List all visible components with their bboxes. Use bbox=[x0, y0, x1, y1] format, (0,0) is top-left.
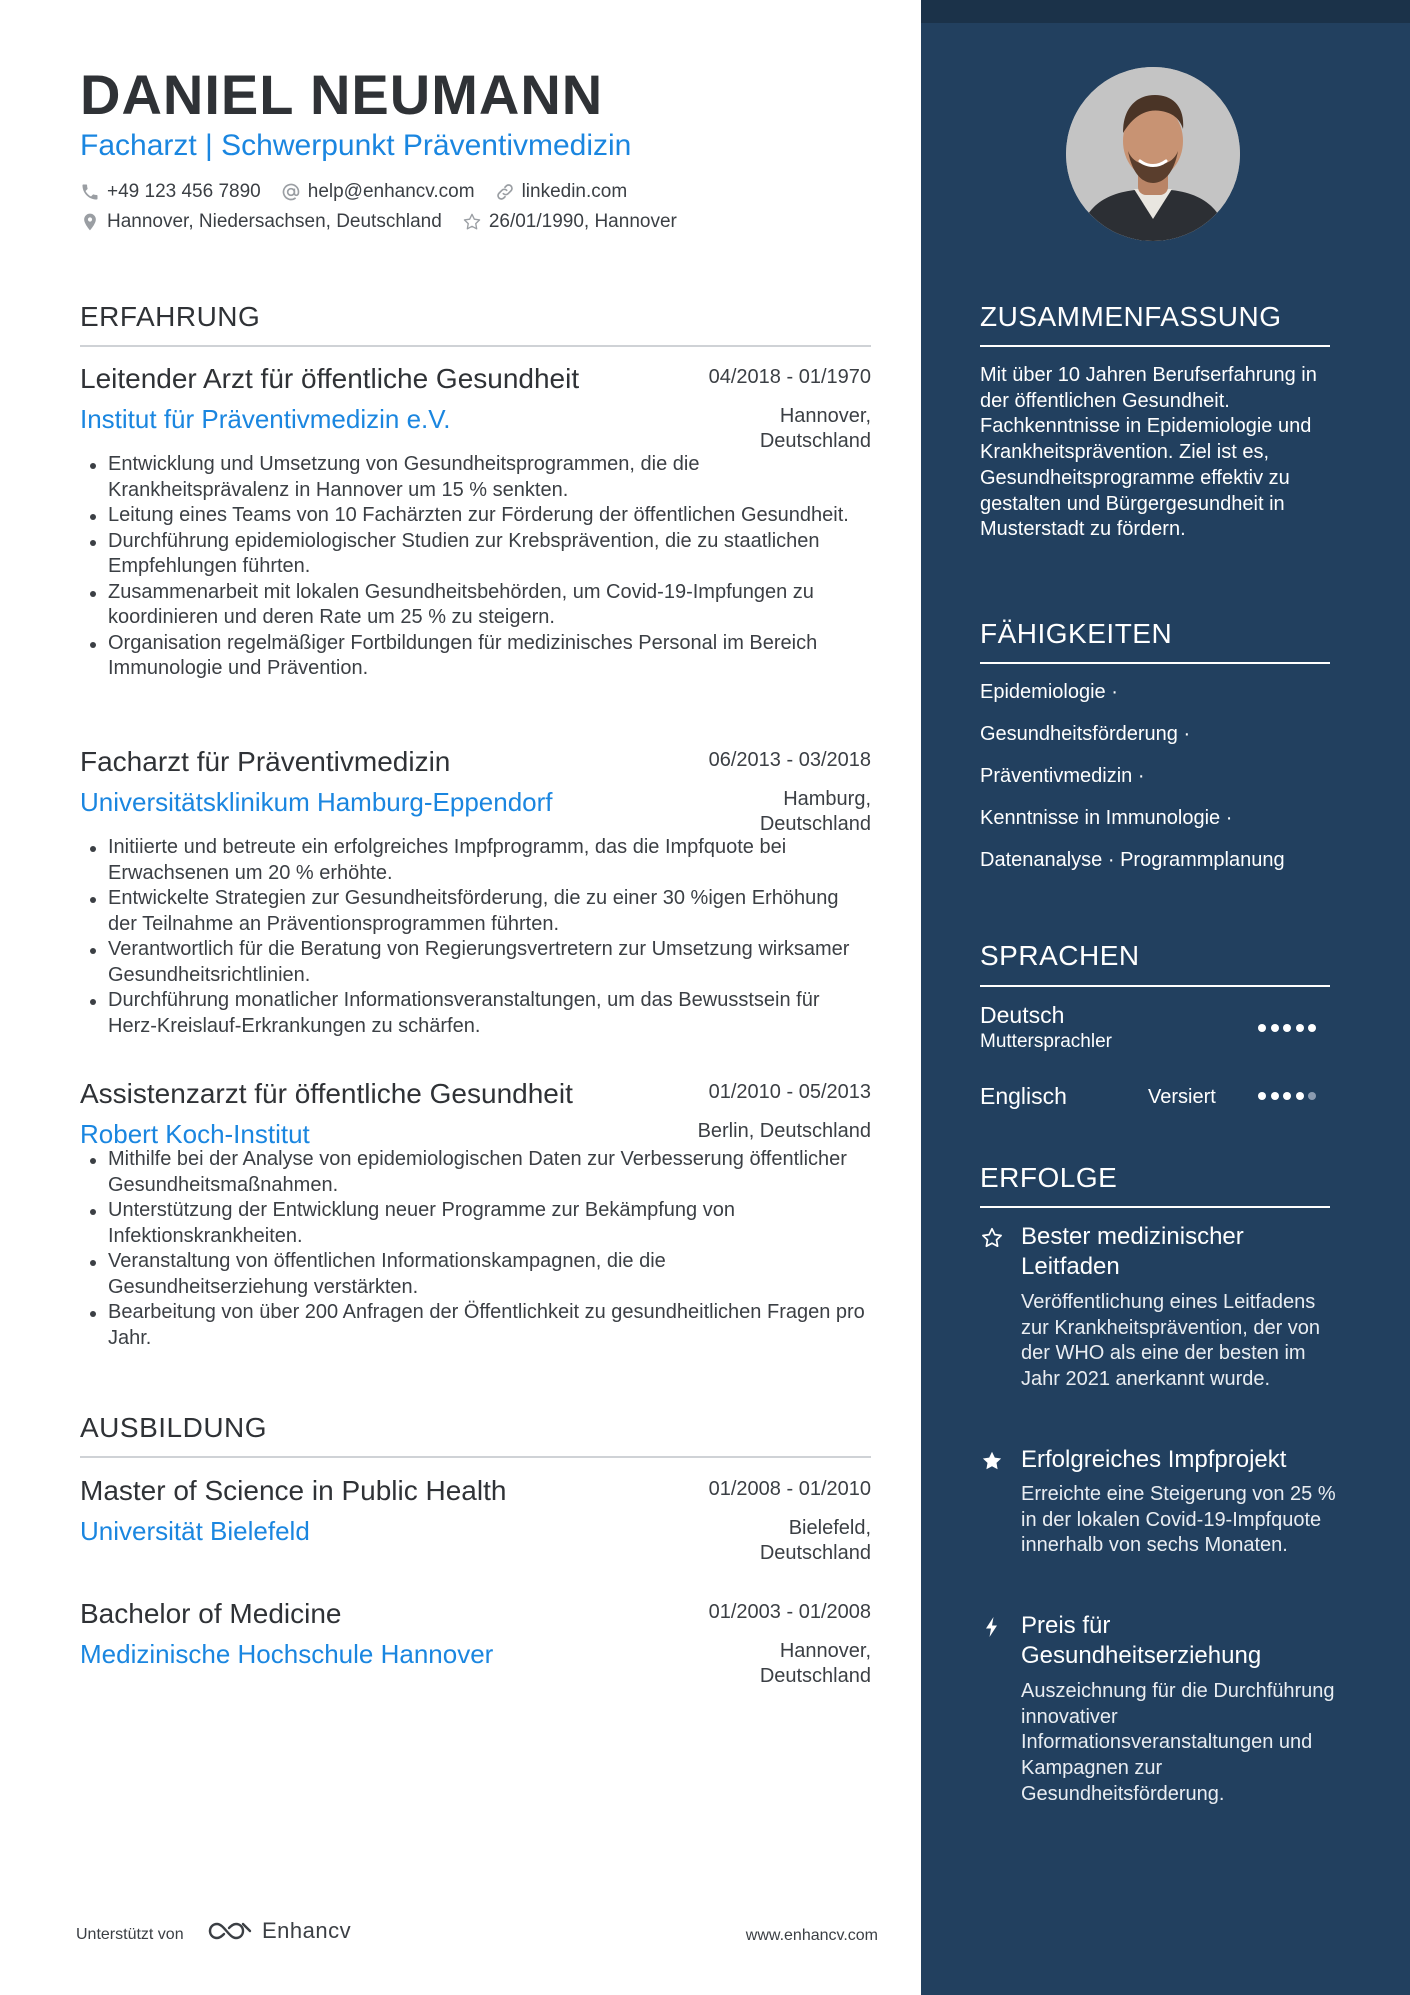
rating-dot bbox=[1258, 1092, 1266, 1100]
avatar bbox=[1066, 67, 1240, 241]
job-entry bbox=[80, 743, 871, 1039]
language-level: Versiert bbox=[1148, 1086, 1216, 1108]
languages-section-title: SPRACHEN bbox=[980, 940, 1140, 971]
degree-title: Bachelor of Medicine bbox=[80, 1598, 342, 1629]
achievements-section-title: ERFOLGE bbox=[980, 1162, 1118, 1193]
location-pin-icon bbox=[80, 212, 100, 232]
summary-divider bbox=[980, 345, 1330, 347]
job-company[interactable]: Institut für Präventivmedizin e.V. bbox=[80, 404, 451, 434]
bullet-item: Veranstaltung von öffentlichen Informationskampagnen, die die Gesundheitserziehung verstärkten. bbox=[80, 1249, 871, 1300]
education-entry bbox=[80, 1595, 871, 1687]
education-date: 01/2008 - 01/2010 bbox=[708, 1478, 871, 1500]
bullet-item: Unterstützung der Entwicklung neuer Programme zur Bekämpfung von Infektionskrankheiten. bbox=[80, 1198, 871, 1249]
rating-dot bbox=[1296, 1024, 1304, 1032]
location-text: Hannover, Niedersachsen, Deutschland bbox=[107, 211, 442, 232]
job-entry bbox=[80, 360, 871, 682]
job-bullets bbox=[80, 452, 871, 682]
bullet-item: Entwickelte Strategien zur Gesundheitsförderung, die zu einer 30 %igen Erhöhung der Teilnahme an Präventionsprogrammen führten. bbox=[80, 886, 871, 937]
skill-item: Datenanalyse · Programmplanung bbox=[980, 849, 1285, 871]
education-section-title: AUSBILDUNG bbox=[80, 1412, 268, 1443]
language-rating bbox=[1258, 1024, 1316, 1032]
job-location: Hannover, Deutschland bbox=[759, 405, 871, 452]
bullet-item: Bearbeitung von über 200 Anfragen der Öffentlichkeit zu gesundheitlichen Fragen pro Jahr. bbox=[80, 1300, 871, 1351]
bullet-item: Organisation regelmäßiger Fortbildungen für medizinisches Personal im Bereich Immunologie und Prävention. bbox=[80, 631, 871, 682]
phone-icon bbox=[80, 182, 100, 202]
at-icon bbox=[281, 182, 301, 202]
education-location: Hannover, Deutschland bbox=[759, 1640, 871, 1687]
birth-contact bbox=[462, 211, 677, 233]
skill-item: Kenntnisse in Immunologie · bbox=[980, 807, 1233, 829]
language-name: Deutsch bbox=[980, 1002, 1065, 1028]
rating-dot bbox=[1308, 1092, 1316, 1100]
achievement-title: Bester medizinischer Leitfaden bbox=[1021, 1223, 1244, 1280]
achievement-title: Preis für Gesundheitserziehung bbox=[1021, 1612, 1262, 1669]
achievement-description: Erreichte eine Steigerung von 25 % in der lokalen Covid-19-Impfquote innerhalb von sechs Monaten. bbox=[1021, 1483, 1336, 1557]
skill-item: Gesundheitsförderung · bbox=[980, 723, 1191, 745]
star-outline-icon bbox=[980, 1226, 1004, 1250]
enhancv-logo[interactable] bbox=[206, 1918, 351, 1944]
candidate-name: DANIEL NEUMANN bbox=[80, 63, 604, 126]
language-name: Englisch bbox=[980, 1083, 1067, 1109]
bullet-item: Durchführung monatlicher Informationsveranstaltungen, um das Bewusstsein für Herz-Kreislauf-Erkrankungen zu schärfen. bbox=[80, 988, 871, 1039]
summary-text: Mit über 10 Jahren Berufserfahrung in der öffentlichen Gesundheit. Fachkenntnisse in Epidemiologie und Krankheitsprävention. Ziel ist es, Gesundheitsprogramme effektiv zu gestalten und Bürgergesundheit in Musterstadt zu fördern. bbox=[980, 364, 1317, 541]
school-name[interactable]: Universität Bielefeld bbox=[80, 1516, 310, 1546]
job-date: 01/2010 - 05/2013 bbox=[708, 1081, 871, 1103]
profile-photo bbox=[1066, 67, 1240, 241]
job-bullets bbox=[80, 835, 871, 1039]
skill-item: Epidemiologie · bbox=[980, 681, 1118, 703]
candidate-title: Facharzt | Schwerpunkt Präventivmedizin bbox=[80, 129, 632, 162]
contact-row-1 bbox=[80, 181, 627, 203]
skill-item: Präventivmedizin · bbox=[980, 765, 1145, 787]
bullet-item: Initiierte und betreute ein erfolgreiches Impfprogramm, das die Impfquote bei Erwachsenen um 20 % erhöhte. bbox=[80, 835, 871, 886]
bullet-item: Durchführung epidemiologischer Studien zur Krebsprävention, die zu staatlichen Empfehlungen führten. bbox=[80, 529, 871, 580]
sidebar bbox=[921, 0, 1410, 1995]
job-entry bbox=[80, 1075, 871, 1351]
job-date: 06/2013 - 03/2018 bbox=[708, 749, 871, 771]
job-title: Facharzt für Präventivmedizin bbox=[80, 746, 451, 777]
footer bbox=[76, 1914, 878, 1954]
star-filled-icon bbox=[980, 1449, 1004, 1473]
education-entry bbox=[80, 1472, 871, 1564]
job-company[interactable]: Universitätsklinikum Hamburg-Eppendorf bbox=[80, 787, 553, 817]
languages-divider bbox=[980, 985, 1330, 987]
sidebar-top-band bbox=[921, 0, 1410, 23]
contact-row-2 bbox=[80, 211, 677, 233]
job-title: Leitender Arzt für öffentliche Gesundheit bbox=[80, 363, 580, 394]
achievements-divider bbox=[980, 1206, 1330, 1208]
linkedin-contact[interactable] bbox=[495, 181, 628, 203]
rating-dot bbox=[1296, 1092, 1304, 1100]
job-location: Hamburg, Deutschland bbox=[759, 788, 871, 835]
education-divider bbox=[80, 1456, 871, 1458]
rating-dot bbox=[1271, 1024, 1279, 1032]
achievement-description: Veröffentlichung eines Leitfadens zur Krankheitsprävention, der von der WHO als eine der besten im Jahr 2021 anerkannt wurde. bbox=[1021, 1291, 1321, 1391]
experience-section-title: ERFAHRUNG bbox=[80, 301, 261, 332]
website-link[interactable]: www.enhancv.com bbox=[745, 1927, 878, 1944]
rating-dot bbox=[1283, 1092, 1291, 1100]
brand-name: Enhancv bbox=[262, 1918, 352, 1943]
bullet-item: Zusammenarbeit mit lokalen Gesundheitsbehörden, um Covid-19-Impfungen zu koordinieren und deren Rate um 25 % zu steigern. bbox=[80, 580, 871, 631]
powered-by-text: Unterstützt von bbox=[76, 1926, 184, 1943]
bullet-item: Mithilfe bei der Analyse von epidemiologischen Daten zur Verbesserung öffentlicher Gesundheitsmaßnahmen. bbox=[80, 1147, 871, 1198]
job-company[interactable]: Robert Koch-Institut bbox=[80, 1119, 310, 1149]
link-icon bbox=[495, 182, 515, 202]
achievement-description: Auszeichnung für die Durchführung innovativer Informationsveranstaltungen und Kampagnen zur Gesundheitsförderung. bbox=[1021, 1680, 1335, 1805]
bullet-item: Leitung eines Teams von 10 Fachärzten zur Förderung der öffentlichen Gesundheit. bbox=[80, 503, 871, 529]
infinity-logo-icon bbox=[206, 1918, 254, 1944]
skills-section-title: FÄHIGKEITEN bbox=[980, 618, 1173, 649]
location-contact bbox=[80, 211, 442, 233]
school-name[interactable]: Medizinische Hochschule Hannover bbox=[80, 1639, 494, 1669]
job-location: Berlin, Deutschland bbox=[697, 1120, 871, 1142]
star-icon bbox=[462, 212, 482, 232]
phone-text: +49 123 456 7890 bbox=[107, 181, 261, 202]
summary-section-title: ZUSAMMENFASSUNG bbox=[980, 301, 1282, 332]
rating-dot bbox=[1271, 1092, 1279, 1100]
rating-dot bbox=[1308, 1024, 1316, 1032]
language-level: Muttersprachler bbox=[980, 1031, 1112, 1052]
education-date: 01/2003 - 01/2008 bbox=[708, 1601, 871, 1623]
job-title: Assistenzarzt für öffentliche Gesundheit bbox=[80, 1078, 573, 1109]
linkedin-text: linkedin.com bbox=[521, 181, 628, 202]
job-date: 04/2018 - 01/1970 bbox=[708, 366, 871, 388]
job-bullets bbox=[80, 1147, 871, 1351]
degree-title: Master of Science in Public Health bbox=[80, 1475, 507, 1506]
achievement-title: Erfolgreiches Impfprojekt bbox=[1021, 1446, 1287, 1473]
language-rating bbox=[1258, 1092, 1316, 1100]
bullet-item: Verantwortlich für die Beratung von Regierungsvertretern zur Umsetzung wirksamer Gesundheitsrichtlinien. bbox=[80, 937, 871, 988]
education-location: Bielefeld, Deutschland bbox=[759, 1517, 871, 1564]
lightning-icon bbox=[980, 1615, 1004, 1639]
rating-dot bbox=[1258, 1024, 1266, 1032]
bullet-item: Entwicklung und Umsetzung von Gesundheitsprogrammen, die die Krankheitsprävalenz in Hannover um 15 % senkten. bbox=[80, 452, 871, 503]
birth-text: 26/01/1990, Hannover bbox=[488, 211, 677, 232]
rating-dot bbox=[1283, 1024, 1291, 1032]
experience-divider bbox=[80, 345, 871, 347]
email-contact[interactable] bbox=[281, 181, 475, 203]
phone-contact[interactable] bbox=[80, 181, 261, 203]
skills-divider bbox=[980, 662, 1330, 664]
email-text: help@enhancv.com bbox=[307, 181, 475, 202]
